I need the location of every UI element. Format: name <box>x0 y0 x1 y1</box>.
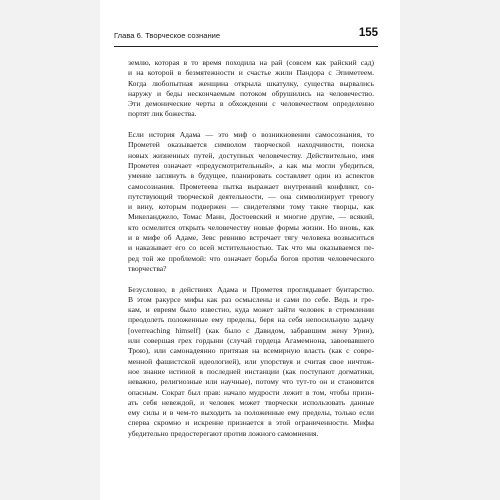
text-line: Когда любопытная женщина открыла шкатулку, существа вырвались <box>128 78 374 88</box>
text-line: портят лик божества. <box>128 109 197 119</box>
text-line: и вину, которым подвержен — свидетелями тому такие творцы, как <box>128 202 374 212</box>
text-line: неважно, религиозные или научные), потому что тут-то он и становится <box>128 377 374 387</box>
text-line: ать себя невеждой, и человек может творчески использовать данные <box>128 397 374 407</box>
text-line: В этом ракурсе мифы как раз осмыслены и сами по себе. Ведь и гре- <box>128 294 374 304</box>
text-line: [overreaching himself] (как было с Давидом, забравшим жену Урии), <box>128 325 374 335</box>
page-number: 155 <box>358 27 378 39</box>
text-line: Трою), или самонадеянно притязая на всемирную власть (как с совре- <box>128 346 374 356</box>
text-line: Микеланджело, Томас Манн, Достоевский и многие другие, — всякий, <box>128 212 374 222</box>
text-line: путствующий творческой деятельности, — она символизирует тревогу <box>128 191 374 201</box>
paragraph <box>128 58 374 120</box>
running-title: Глава 6. Творческое сознание <box>114 31 221 40</box>
text-line: ему силы и в чем-то выходить за положенные ему пределы, только если <box>128 408 374 418</box>
text-line: умение заглянуть в будущее, планировать составляет один из аспектов <box>128 171 374 181</box>
book-page <box>100 0 400 500</box>
text-line: Прометея означает «предусмотрительный», а как мы могли убедиться, <box>128 160 374 170</box>
text-line: преодолеть положенные ему пределы, беря на себя непосильную задачу <box>128 315 374 325</box>
text-line: Если история Адама — это миф о возникновении самосознания, то <box>128 130 374 140</box>
text-line: ное знание истиной в последней инстанции (как поступают догматики, <box>128 366 374 376</box>
text-line: наружу и беды нескончаемым потоком обрушились на человечество. <box>128 88 374 98</box>
paragraph <box>128 285 374 439</box>
text-line: кто осмелится открыть человечеству новые формы жизни. Но вновь, как <box>128 222 374 232</box>
paragraph <box>128 130 374 274</box>
text-line: убедительно предостерегают против ложного самомнения. <box>128 428 319 438</box>
text-line: Безусловно, в действиях Адама и Прометея проглядывает бунтарство. <box>128 284 374 294</box>
text-line: самосознания. Прометеева пытка выражает внутренний конфликт, со- <box>128 181 374 191</box>
text-line: творчества? <box>128 263 167 273</box>
text-line: и на которой в безмятежности и счастье жили Пандора с Эпиметеем. <box>128 68 374 78</box>
text-line: Эти демонические черты в обхождении с человечеством определенно <box>128 99 374 109</box>
text-line: и в мифе об Адаме, Зевс ревниво встречает тягу человека возвыситься <box>128 233 374 243</box>
text-line: Прометей оказывается символом творческой находчивости, поиска <box>128 140 374 150</box>
text-line: землю, которая в то время походила на рай (совсем как райский сад) <box>128 58 374 67</box>
page-header <box>114 27 378 47</box>
text-line: новых жизненных путей, доступных человечеству. Действительно, имя <box>128 150 374 160</box>
text-line: или совершая грех гордыни (случай гордеца Агамемнона, завоевавшего <box>128 336 374 346</box>
text-line: менной фашистской идеологией), или упорствуя и считая свое ничтож- <box>128 356 374 366</box>
text-line: и наказывает его со всей мстительностью. Так что мы оказываемся пе- <box>128 243 374 253</box>
text-line: ред той же проблемой: что означает борьба богов против человеческого <box>128 253 374 263</box>
text-line: сперва скромно и искренне признается в этой ограниченности. Мифы <box>128 418 374 428</box>
body-text <box>128 58 374 449</box>
text-line: опасным. Сократ был прав: начало мудрости лежит в том, чтобы призн- <box>128 387 374 397</box>
text-line: кам, и евреям было известно, куда может зайти человек в стремлении <box>128 305 374 315</box>
